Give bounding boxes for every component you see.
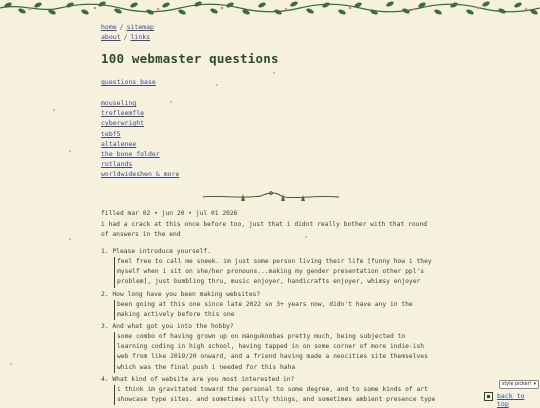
style-picker-label: style picker! xyxy=(502,382,532,387)
vine-divider xyxy=(201,190,341,204)
background-dot xyxy=(10,363,12,365)
answer-text: been going at this one since late 2022 so 3+ years now, didn't have any in the making actively before this one xyxy=(114,300,436,320)
answer-text: i think im gravitated toward the personal to some degree, and to some kinds of art showcase type sites. and sometimes silly things, and sometimes ambient presence type xyxy=(114,385,436,405)
nav-about-link[interactable]: about xyxy=(101,32,121,41)
question-text: 3. And what got you into the hobby? xyxy=(101,323,234,331)
answer-link-worldwideshen[interactable]: worldwideshen & more xyxy=(101,170,180,179)
answer-link-trefleemfle[interactable]: trefleemfle xyxy=(101,109,145,118)
intro-text: i had a crack at this once before too, just that i didnt really bother with that round of answers in the end xyxy=(101,220,428,238)
question-item xyxy=(101,290,436,320)
nav-links-link[interactable]: links xyxy=(130,32,151,41)
list-item xyxy=(101,149,436,159)
nav-separator: / xyxy=(123,32,128,41)
list-item xyxy=(101,98,436,108)
answer-link-tebf5[interactable]: tebf5 xyxy=(101,129,121,138)
background-dot xyxy=(53,109,55,111)
nav-sitemap-link[interactable]: sitemap xyxy=(126,23,154,31)
answer-links-list xyxy=(101,98,436,180)
back-to-top-link[interactable]: back to top xyxy=(497,392,525,408)
answer-link-rotlands[interactable]: rotlands xyxy=(101,160,133,169)
back-to-top-icon[interactable] xyxy=(484,392,493,401)
question-text: 1. Please introduce yourself. xyxy=(101,248,211,256)
list-item xyxy=(101,159,436,169)
answer-link-mouseling[interactable]: mouseling xyxy=(101,99,137,107)
answer-link-the-bone-folder[interactable]: the bone folder xyxy=(101,150,160,159)
list-item xyxy=(101,108,436,118)
background-dot xyxy=(69,150,71,152)
chevron-down-icon: ▾ xyxy=(533,382,536,387)
page-title: 100 webmaster questions xyxy=(101,51,279,66)
list-item xyxy=(101,169,436,179)
answer-link-altalenee[interactable]: altalenee xyxy=(101,139,137,148)
question-text: 4. What kind of website are you most interested in? xyxy=(101,375,295,383)
question-item xyxy=(101,375,436,405)
main-content xyxy=(101,23,436,407)
question-item xyxy=(101,322,436,373)
answer-text: some combo of having grown up on mángukoobas pretty much, being subjected to learning coding in high school, having tapped in on some corner of more indie-ish web from like 2019/20 onward, and a friend having made a neocities site themselves which was the final push i needed for this haha xyxy=(114,332,436,373)
filled-dates: filled mar 02 • jun 20 • jul 01 2026 xyxy=(101,209,238,217)
list-item xyxy=(101,129,436,139)
background-dot xyxy=(69,238,71,240)
question-item xyxy=(101,247,436,288)
style-picker-select[interactable] xyxy=(499,380,539,389)
questions-base-link[interactable]: questions base xyxy=(101,78,156,86)
top-nav xyxy=(101,23,436,42)
nav-separator: / xyxy=(119,23,124,31)
question-text: 2. How long have you been making websites? xyxy=(101,290,261,298)
answer-link-cyberwright[interactable]: cyberwright xyxy=(101,119,145,128)
answer-text: feel free to call me sneek. im just some person living their life [funny how i they myself when i sit on she/her pronouns...making my gender presentation other ppl's problem], just bumbling thru, music enjoyer, handicrafts enjoyer, whimsy enjoyer xyxy=(114,257,436,288)
vine-border xyxy=(0,0,540,20)
list-item xyxy=(101,118,436,128)
list-item xyxy=(101,139,436,149)
nav-home-link[interactable]: home xyxy=(101,23,117,31)
questions-list xyxy=(101,247,436,405)
